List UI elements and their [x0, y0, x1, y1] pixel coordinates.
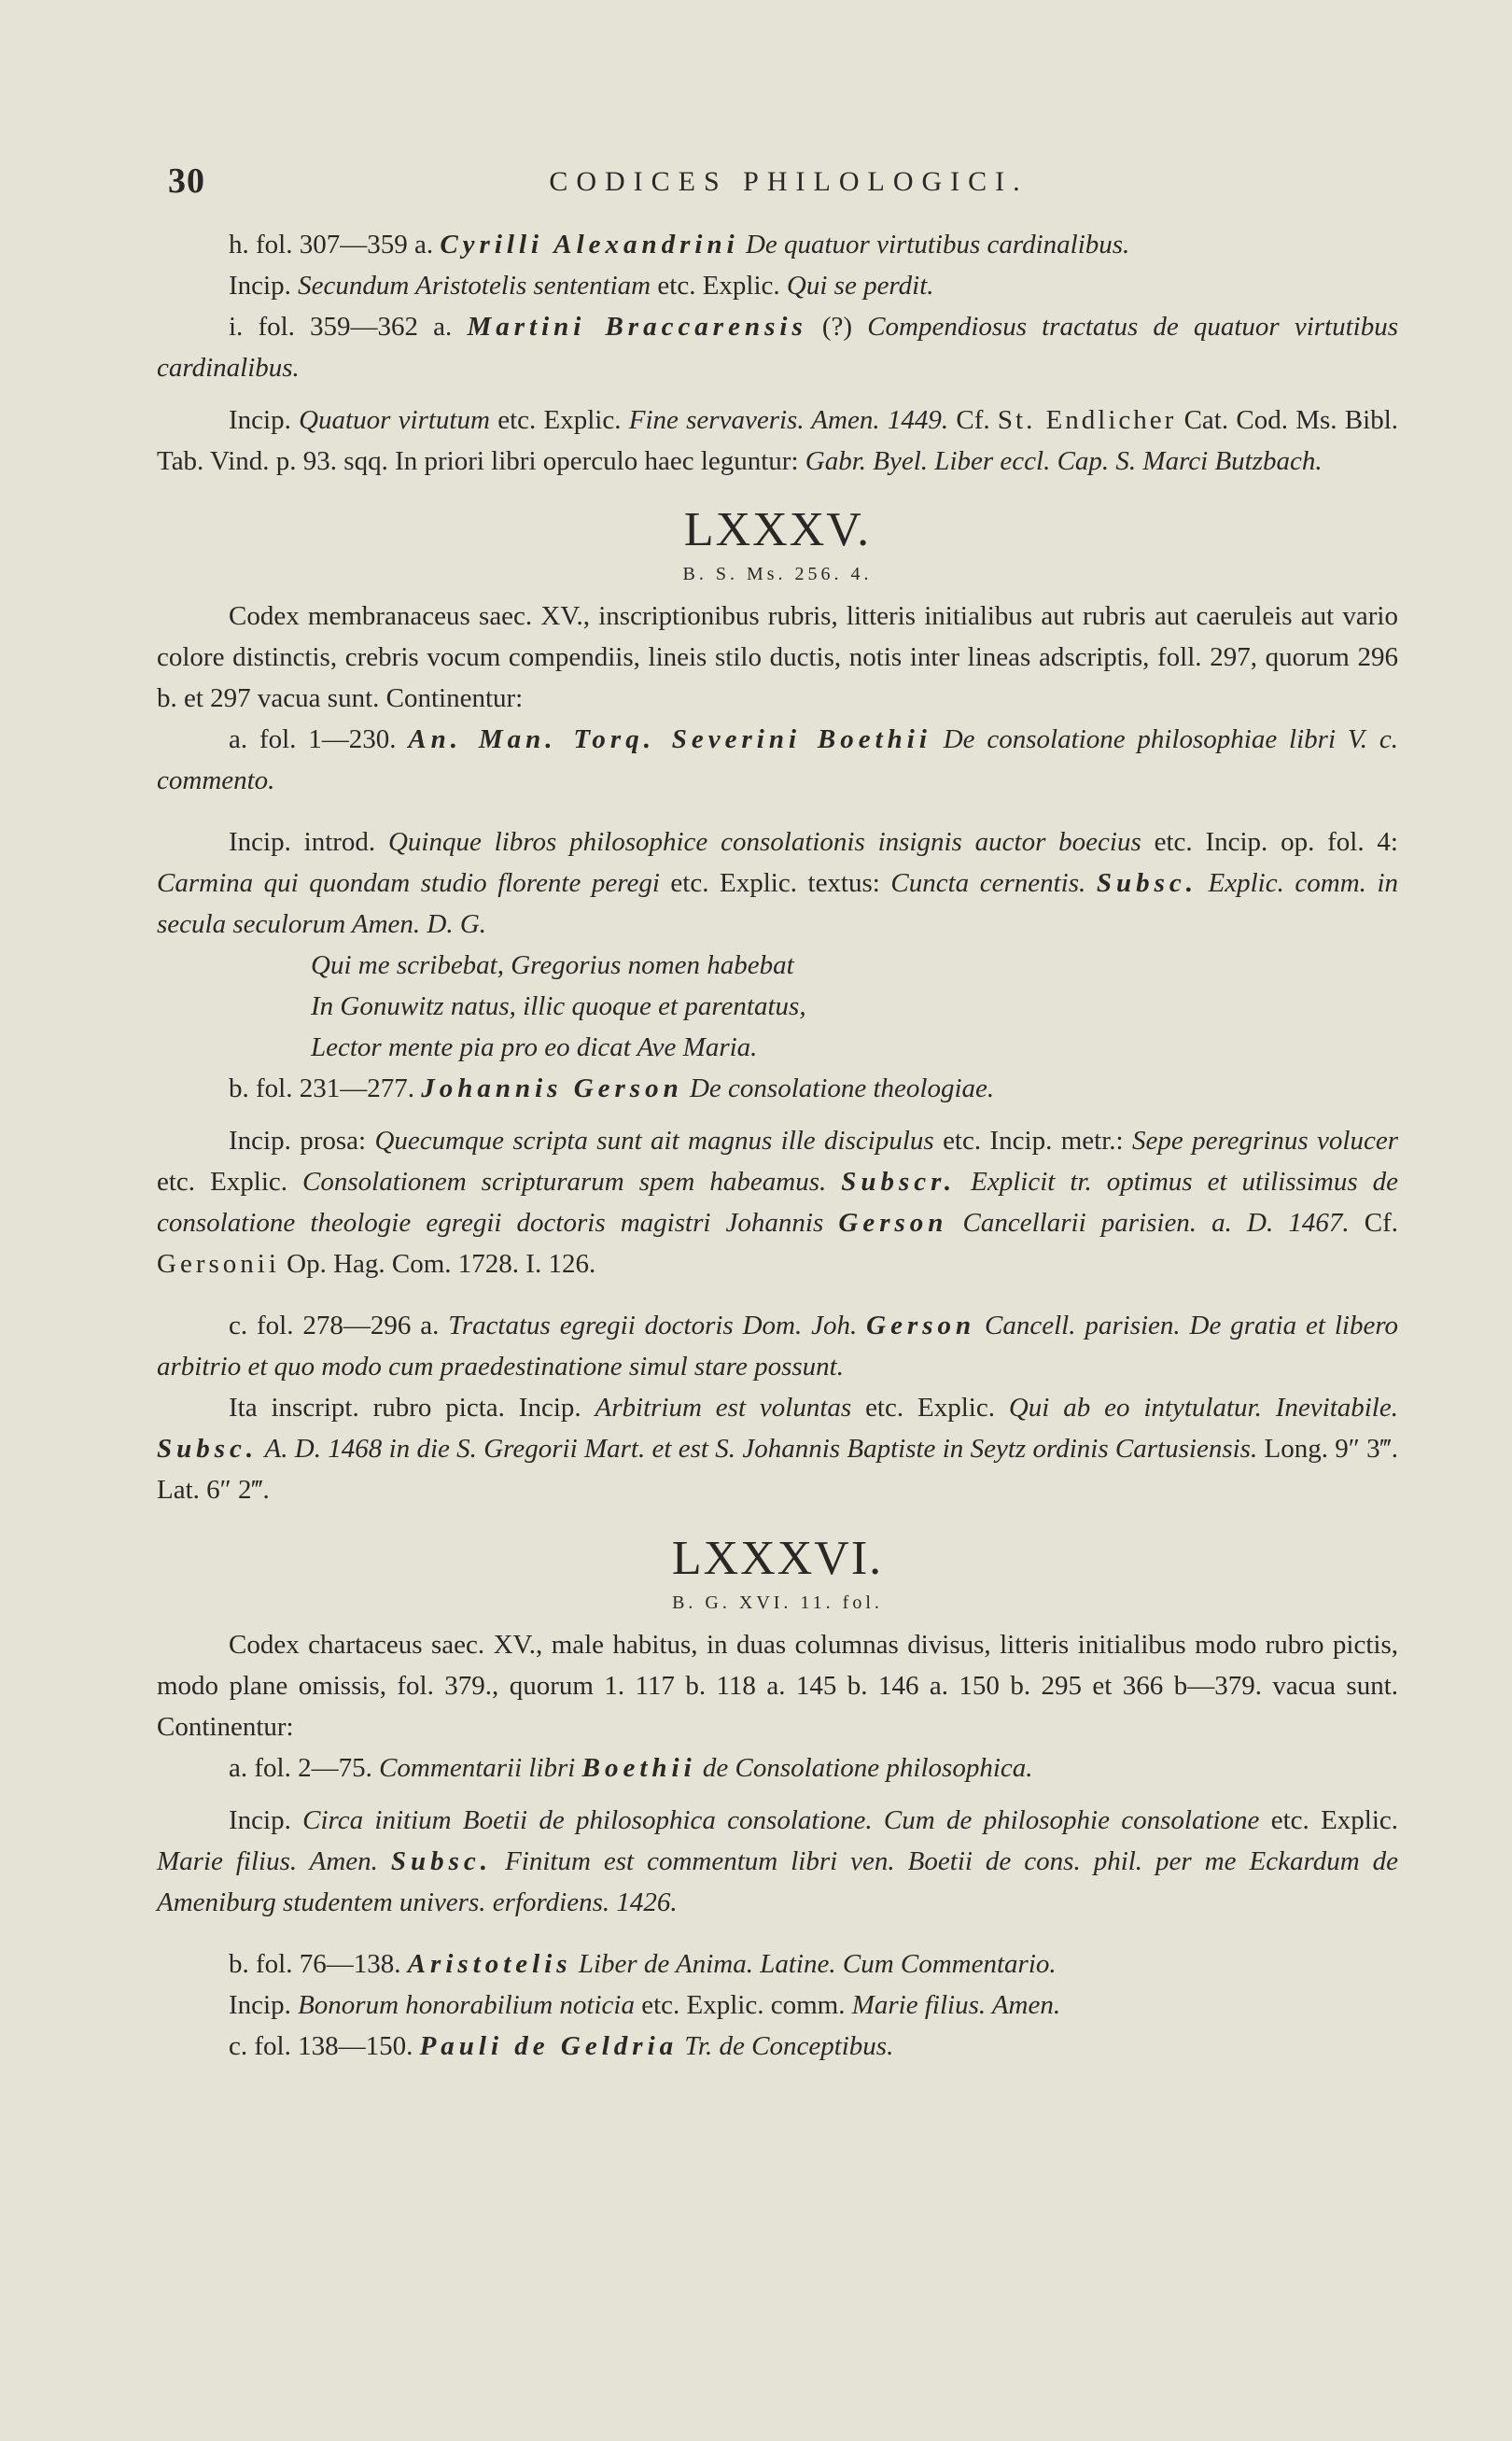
running-header [168, 161, 1409, 207]
entry-a-lxxxvi [157, 1747, 1398, 1789]
entry-c [157, 1305, 1398, 1387]
text: Incip. introd. [229, 827, 376, 857]
entry-i-incipit [157, 400, 1398, 482]
text: Incip. [229, 1990, 291, 2020]
text: Fine servaveris. Amen. 1449. [628, 405, 949, 435]
text: Tr. de Conceptibus. [684, 2031, 894, 2061]
entry-b-lxxxvi-incipit [157, 1985, 1398, 2026]
shelfmark-lxxxvi: B. G. XVI. 11. fol. [672, 1592, 883, 1613]
codex-description-lxxxv: Codex membranaceus saec. XV., inscriptionibus rubris, litteris initialibus aut rubris aut caeruleis aut vario colore distinctis, crebris vocum compendiis, lineis stilo ductis, notis inter lineas adscriptis, foll. 297, quorum 296 b. et 297 vacua sunt. Continentur: [157, 601, 1398, 713]
text: A. D. 1468 in die S. Gregorii Mart. et est S. Johannis Baptiste in Seytz ordinis Cartusiensis. [264, 1434, 1258, 1464]
entry-h-folios: h. fol. 307—359 a. [229, 230, 434, 260]
text: Explic. comm. in secula seculorum Amen. D. G. [157, 868, 1399, 939]
text: Incip. [229, 405, 291, 435]
text: Commentarii libri [379, 1753, 576, 1783]
text: Consolationem scripturarum spem habeamus. [302, 1167, 827, 1197]
entry-h-author: Cyrilli Alexandrini [440, 230, 739, 260]
text: Qui se perdit. [786, 271, 934, 301]
text: Op. Hag. Com. 1728. I. 126. [287, 1249, 596, 1279]
page-number: 30 [168, 161, 205, 201]
text: Explicit tr. optimus et utilissimus de consolatione theologie egregii doctoris magistri Johannis [157, 1167, 1398, 1238]
text: Cancellarii parisien. a. D. 1467. [962, 1208, 1350, 1238]
text: Subsc. [157, 1434, 259, 1464]
entry-a-author: An. Man. Torq. Severini Boethii [408, 724, 931, 754]
text: etc. Explic. [657, 271, 780, 301]
text: Secundum Aristotelis sententiam [298, 271, 651, 301]
text: Gerson [838, 1208, 948, 1238]
entry-c-incipit [157, 1387, 1398, 1510]
text: Subsc. [1096, 868, 1197, 898]
entry-a [157, 719, 1398, 801]
page-body [157, 224, 1398, 2067]
entry-b [157, 1068, 1398, 1109]
text: Carmina qui quondam studio florente peregi [157, 868, 660, 898]
text: Cf. [956, 405, 990, 435]
text: Gerson [866, 1311, 976, 1340]
text: etc. Explic. [497, 405, 622, 435]
text: Quinque libros philosophice consolationis insignis auctor boecius [387, 827, 1141, 857]
text: Cf. [1364, 1208, 1399, 1238]
text: etc. Incip. op. fol. 4: [1154, 827, 1398, 857]
text: Incip. [229, 1805, 291, 1835]
text: Aristotelis [407, 1949, 572, 1979]
entry-c-lxxxvi [157, 2026, 1398, 2067]
text: etc. Explic. [157, 1167, 288, 1197]
text: Liber de Anima. Latine. Cum Commentario. [578, 1949, 1057, 1979]
entry-i [157, 306, 1398, 388]
text: (?) [821, 312, 853, 342]
entry-b-title: De consolatione theologiae. [689, 1073, 995, 1103]
entry-h-incipit [157, 265, 1398, 306]
text: Subscr. [841, 1167, 957, 1197]
codex-description-lxxxvi: Codex chartaceus saec. XV., male habitus, in duas columnas divisus, litteris initialibus modo rubro pictis, modo plane omissis, fol. 379., quorum 1. 117 b. 118 a. 145 b. 146 a. 150 b. 295 et 366 b—379. vacua sunt. Continentur: [157, 1630, 1398, 1742]
text: c. fol. 138—150. [229, 2031, 413, 2061]
text: Bonorum honorabilium noticia [298, 1990, 635, 2020]
text: Marie filius. Amen. [157, 1846, 378, 1876]
text: Long. 9″ 3‴. Lat. 6″ 2‴. [157, 1434, 1399, 1505]
text: etc. Explic. [865, 1393, 995, 1423]
text: Marie filius. Amen. [851, 1990, 1061, 2020]
text: etc. Explic. [1270, 1805, 1399, 1835]
text: Incip. prosa: [229, 1126, 367, 1156]
text: Gabr. Byel. Liber eccl. Cap. S. Marci Butzbach. [805, 446, 1323, 476]
entry-i-folios: i. fol. 359—362 a. [229, 312, 453, 342]
entry-i-title: Compendiosus tractatus de quatuor virtutibus cardinalibus. [157, 312, 1399, 383]
text: etc. Explic. textus: [670, 868, 880, 898]
entry-b-author: Johannis Gerson [421, 1073, 683, 1103]
shelfmark-lxxxv: B. S. Ms. 256. 4. [682, 564, 873, 584]
entry-a-incipit [157, 821, 1398, 945]
text: Quecumque scripta sunt ait magnus ille discipulus [374, 1126, 934, 1156]
entry-b-folios: b. fol. 231—277. [229, 1073, 414, 1103]
text: St. Endlicher [997, 405, 1177, 435]
text: Cat. Cod. Ms. Bibl. Tab. Vind. p. 93. sqq. In priori libri operculo haec leguntur: [157, 405, 1399, 476]
entry-a-lxxxvi-incipit [157, 1800, 1398, 1923]
text: Quatuor virtutum [299, 405, 490, 435]
text: Sepe peregrinus volucer [1131, 1126, 1398, 1156]
text: Pauli de Geldria [419, 2031, 679, 2061]
text: Subsc. [390, 1846, 493, 1876]
entry-a-title: De consolatione philosophiae libri V. c. commento. [157, 724, 1398, 795]
codex-heading-lxxxv: LXXXV. [683, 503, 872, 556]
codex-heading-lxxxvi: LXXXVI. [671, 1532, 884, 1585]
running-title: CODICES PHILOLOGICI. [549, 166, 1029, 197]
entry-b-lxxxvi [157, 1943, 1398, 1985]
text: Gersonii [157, 1249, 280, 1279]
text: etc. Explic. comm. [641, 1990, 846, 2020]
colophon-verse-1: Qui me scribebat, Gregorius nomen habebat [311, 950, 794, 980]
text: Cuncta cernentis. [890, 868, 1086, 898]
text: Ita inscript. rubro picta. Incip. [229, 1393, 581, 1423]
entry-a-folios: a. fol. 1—230. [229, 724, 397, 754]
text: Arbitrium est voluntas [595, 1393, 852, 1423]
colophon-verse-3: Lector mente pia pro eo dicat Ave Maria. [311, 1032, 758, 1062]
text: etc. Incip. metr.: [943, 1126, 1124, 1156]
text: de Consolatione philosophica. [702, 1753, 1033, 1783]
text: Qui ab eo intytulatur. Inevitabile. [1008, 1393, 1398, 1423]
entry-h-title: De quatuor virtutibus cardinalibus. [745, 230, 1130, 260]
text: Circa initium Boetii de philosophica consolatione. Cum de philosophie consolatione [302, 1805, 1260, 1835]
entry-c-folios: c. fol. 278—296 a. [229, 1311, 440, 1340]
text: Incip. [229, 271, 291, 301]
entry-i-author: Martini Braccarensis [467, 312, 807, 342]
text: b. fol. 76—138. [229, 1949, 401, 1979]
text: Tractatus egregii doctoris Dom. Joh. [448, 1311, 858, 1340]
colophon-verse-2: In Gonuwitz natus, illic quoque et parentatus, [311, 991, 806, 1021]
entry-h [157, 224, 1398, 265]
text: Cancell. parisien. De gratia et libero arbitrio et quo modo cum praedestinatione simul stare possunt. [157, 1311, 1399, 1382]
entry-b-incipit [157, 1120, 1398, 1284]
text: a. fol. 2—75. [229, 1753, 372, 1783]
text: Finitum est commentum libri ven. Boetii de cons. phil. per me Eckardum de Ameniburg studentem univers. erfordiens. 1426. [157, 1846, 1399, 1917]
text: Boethii [581, 1753, 696, 1783]
